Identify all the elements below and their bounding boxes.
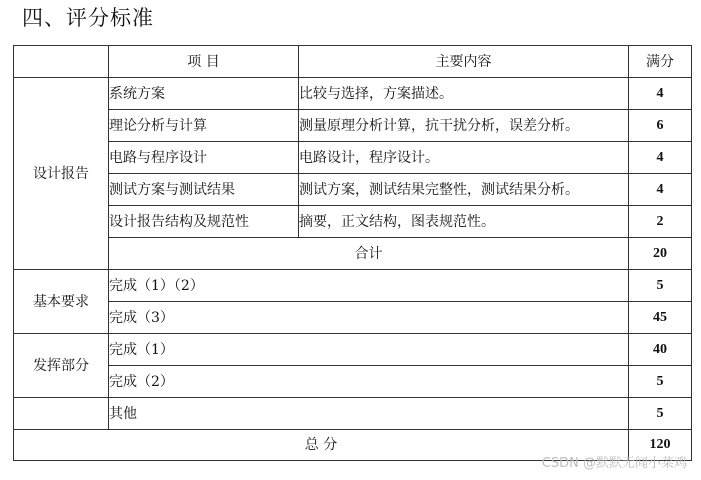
section-heading: 四、评分标准 [22, 6, 154, 30]
table-row [14, 142, 692, 174]
total-label: 总 分 [14, 430, 629, 461]
item-cell: 理论分析与计算 [109, 110, 299, 142]
header-row [14, 46, 692, 78]
score-cell: 4 [629, 78, 692, 110]
group-empty [14, 398, 109, 430]
item-cell: 完成（2） [109, 366, 629, 398]
table-row [14, 366, 692, 398]
header-full-score: 满分 [629, 46, 692, 78]
content-cell: 测试方案，测试结果完整性，测试结果分析。 [299, 174, 629, 206]
scoring-table [13, 45, 692, 461]
item-cell: 电路与程序设计 [109, 142, 299, 174]
content-cell: 测量原理分析计算，抗干扰分析，误差分析。 [299, 110, 629, 142]
total-score: 120 [629, 430, 692, 461]
group-extended-part: 发挥部分 [14, 334, 109, 398]
header-item: 项 目 [109, 46, 299, 78]
score-cell: 5 [629, 398, 692, 430]
item-cell: 完成（1）（2） [109, 270, 629, 302]
score-cell: 6 [629, 110, 692, 142]
table-row [14, 206, 692, 238]
item-cell: 完成（1） [109, 334, 629, 366]
item-cell: 其他 [109, 398, 629, 430]
score-cell: 4 [629, 174, 692, 206]
score-cell: 45 [629, 302, 692, 334]
header-content: 主要内容 [299, 46, 629, 78]
subtotal-row [14, 238, 692, 270]
group-basic-requirements: 基本要求 [14, 270, 109, 334]
item-cell: 设计报告结构及规范性 [109, 206, 299, 238]
content-cell: 比较与选择，方案描述。 [299, 78, 629, 110]
subtotal-score: 20 [629, 238, 692, 270]
table-row [14, 302, 692, 334]
score-cell: 2 [629, 206, 692, 238]
table-row [14, 110, 692, 142]
score-cell: 5 [629, 366, 692, 398]
item-cell: 系统方案 [109, 78, 299, 110]
item-cell: 完成（3） [109, 302, 629, 334]
table-row [14, 270, 692, 302]
score-cell: 5 [629, 270, 692, 302]
table-row [14, 334, 692, 366]
item-cell: 测试方案与测试结果 [109, 174, 299, 206]
table-row [14, 78, 692, 110]
group-design-report: 设计报告 [14, 78, 109, 270]
table-row [14, 398, 692, 430]
corner-cell [14, 46, 109, 78]
content-cell: 摘要，正文结构，图表规范性。 [299, 206, 629, 238]
watermark: CSDN @默默无闻小菜鸡 [541, 456, 687, 471]
score-cell: 40 [629, 334, 692, 366]
content-cell: 电路设计，程序设计。 [299, 142, 629, 174]
table-row [14, 174, 692, 206]
subtotal-label: 合计 [109, 238, 629, 270]
score-cell: 4 [629, 142, 692, 174]
